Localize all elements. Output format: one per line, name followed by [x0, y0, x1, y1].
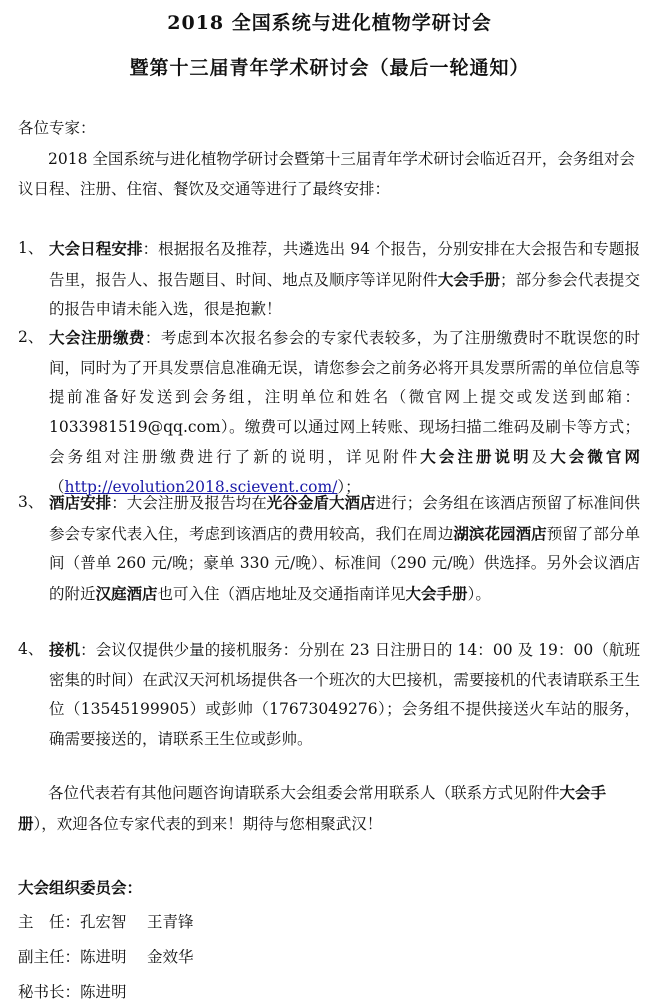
hotel-name: 湖滨花园酒店: [453, 523, 547, 543]
committee-role: 主 任：: [18, 913, 81, 931]
greeting: 各位专家：: [18, 119, 96, 137]
list-item-hotel: [18, 488, 640, 609]
committee-role: 秘书长：: [18, 983, 81, 1001]
item-text: 进行；会务组在该酒店预留了标准间供参会专家代表入住，考虑到该酒店的费用较高，我们在周边: [49, 494, 640, 543]
item-heading: 酒店安排: [49, 493, 112, 512]
list-item-pickup: [18, 635, 640, 754]
item-number: 4、: [18, 640, 44, 658]
committee-row-vice-chair: [18, 945, 193, 967]
committee-names: 孔宏智 王青锋: [80, 913, 194, 931]
list-item-registration: [18, 323, 640, 502]
handbook-ref: 大会手册: [18, 783, 607, 833]
item-text: 预留了部分单间（普单 260 元/晚；豪单 330 元/晚）、标准间（290 元/晚）供选择。另外会议酒店的附近: [49, 524, 640, 603]
item-text: ：考虑到本次报名参会的专家代表较多，为了注册缴费时不耽误您的时间，同时为了开具发票信息准确无误，请您参会之前务必将开具发票所需的单位信息等提前准备好发送到会务组，注明单位和姓名（微官网上提交或发送到邮箱：: [49, 329, 640, 406]
item-body: [49, 234, 640, 325]
closing-paragraph: [18, 778, 640, 839]
document-title: 2018 全国系统与进化植物学研讨会: [167, 12, 492, 34]
committee-row-secretary: [18, 980, 127, 1002]
item-text: ）。缴费可以通过网上转账、现场扫描二维码及刷卡等方式；会务组对注册缴费进行了新的说明，详见附件: [49, 417, 640, 466]
item-body: [49, 488, 640, 609]
item-text: ：大会注册及报告均在: [111, 494, 267, 512]
item-heading: 大会注册缴费: [49, 328, 145, 347]
hotel-name: 光谷金盾大酒店: [266, 493, 376, 512]
item-text: ）；: [337, 477, 361, 496]
committee-names: 陈进明: [80, 983, 127, 1001]
item-text: ：会议仅提供少量的接机服务：分别在 23 日注册日的 14：00 及 19：00（航班密集的时间）在武汉天河机场提供各一个班次的大巴接机，需要接机的代表请联系王生位（13545199905）或彭帅（17673049276）；会务组不提供接送火车站的服务，确需要接送的，请联系王生位或彭帅。: [49, 641, 640, 748]
item-text: 也可入住（酒店地址及交通指南详见: [157, 584, 406, 603]
item-text: ：根据报名及推荐，共遴选出 94 个报告，分别安排在大会报告和专题报告里，报告人、报告题目、时间、地点及顺序等详见附件: [49, 240, 640, 289]
list-item-schedule: [18, 234, 640, 325]
committee-heading: 大会组织委员会：: [18, 878, 143, 897]
item-text: 及: [531, 448, 551, 466]
document-subtitle: 暨第十三届青年学术研讨会（最后一轮通知）: [129, 57, 530, 79]
committee-row-chair: [18, 910, 193, 932]
item-number: 1、: [18, 239, 44, 257]
registration-guide-ref: 大会注册说明: [420, 447, 532, 466]
handbook-ref: 大会手册: [405, 583, 468, 603]
hotel-name: 汉庭酒店: [95, 583, 158, 603]
intro-paragraph: 2018 全国系统与进化植物学研讨会暨第十三届青年学术研讨会临近召开，会务组对会议日程、注册、住宿、餐饮及交通等进行了最终安排：: [18, 150, 635, 198]
closing-text: ），欢迎各位专家代表的到来！期待与您相聚武汉！: [33, 814, 383, 833]
item-text: ；部分参会代表提交的报告申请未能入选，很是抱歉！: [49, 270, 640, 318]
item-number: 2、: [18, 328, 44, 346]
committee-names: 陈进明 金效华: [80, 948, 194, 966]
item-text: ）。: [467, 584, 491, 603]
item-heading: 大会日程安排: [49, 239, 143, 258]
committee-role: 副主任：: [18, 948, 81, 966]
micro-site-ref: 大会微官网: [550, 447, 640, 466]
closing-text: 各位代表若有其他问题咨询请联系大会组委会常用联系人（联系方式见附件: [48, 784, 560, 802]
item-body: [49, 635, 640, 754]
item-body: [49, 323, 640, 502]
website-link[interactable]: http://evolution2018.scievent.com/: [64, 477, 338, 496]
item-number: 3、: [18, 493, 44, 511]
email-address[interactable]: 1033981519@qq.com: [49, 417, 221, 436]
handbook-ref: 大会手册: [437, 269, 501, 289]
item-heading: 接机: [49, 640, 81, 659]
item-text: （: [49, 477, 65, 496]
